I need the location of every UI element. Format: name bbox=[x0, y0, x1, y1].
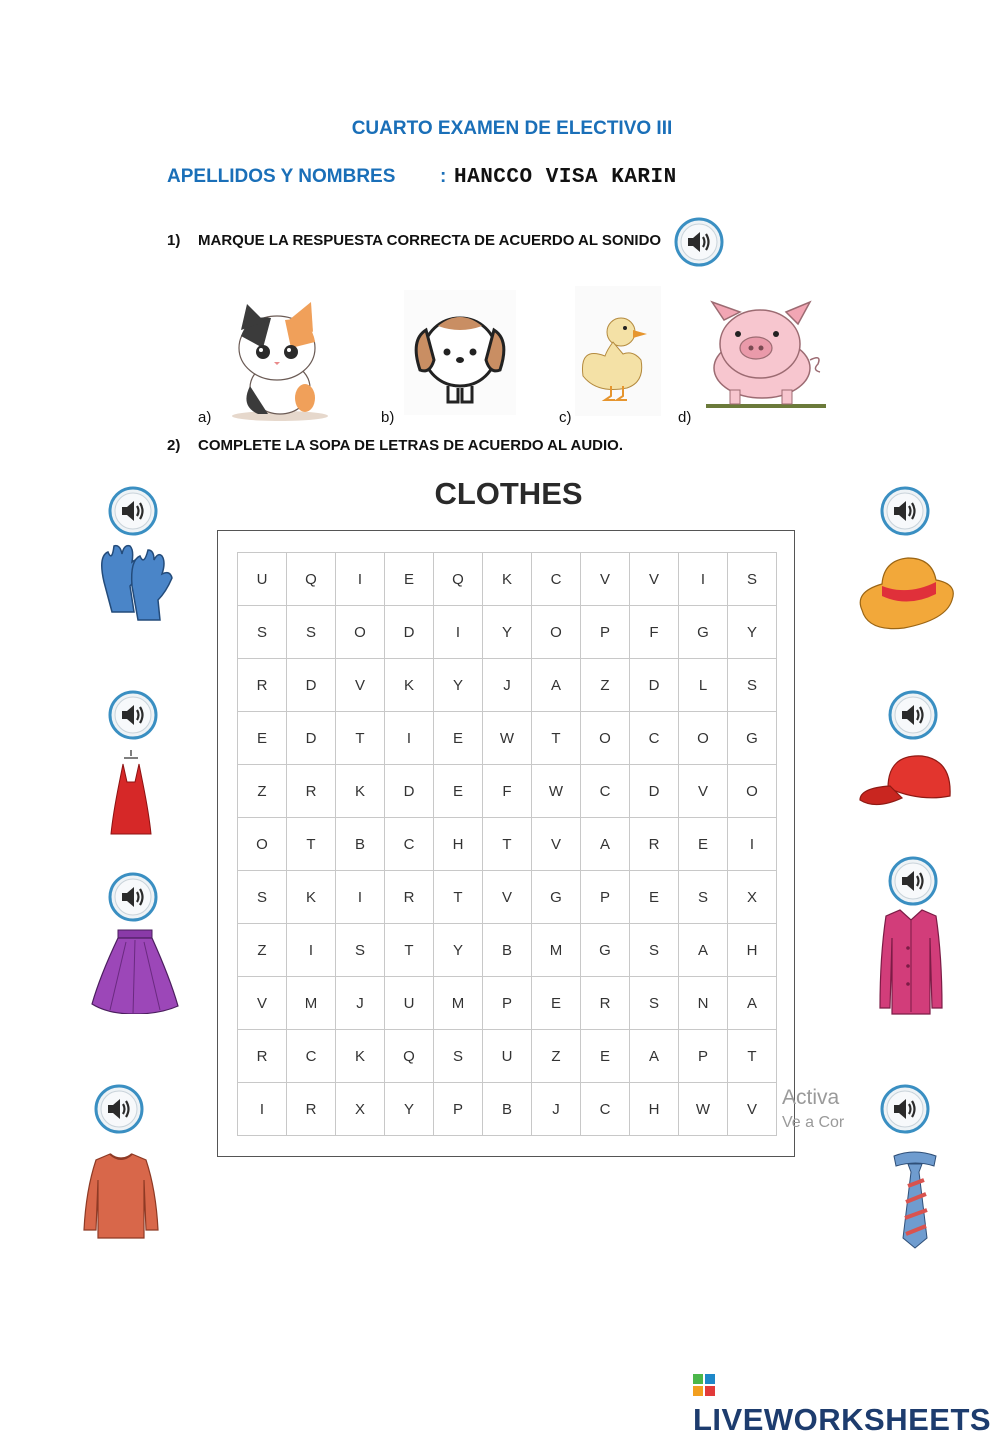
wordsearch-cell[interactable]: D bbox=[287, 659, 336, 712]
option-d-label[interactable]: d) bbox=[678, 409, 692, 426]
option-b-label[interactable]: b) bbox=[381, 409, 395, 426]
wordsearch-cell[interactable]: P bbox=[679, 1030, 728, 1083]
wordsearch-cell[interactable]: H bbox=[434, 818, 483, 871]
brand-logo[interactable] bbox=[693, 1372, 1000, 1438]
wordsearch-cell[interactable]: T bbox=[287, 818, 336, 871]
activation-watermark-line-1: Activa bbox=[782, 1086, 840, 1109]
wordsearch-cell[interactable]: H bbox=[728, 924, 777, 977]
wordsearch-cell[interactable]: M bbox=[434, 977, 483, 1030]
wordsearch-cell[interactable]: K bbox=[385, 659, 434, 712]
wordsearch-cell[interactable]: I bbox=[336, 553, 385, 606]
wordsearch-cell[interactable]: A bbox=[679, 924, 728, 977]
wordsearch-cell[interactable]: C bbox=[581, 765, 630, 818]
wordsearch-cell[interactable]: D bbox=[630, 765, 679, 818]
wordsearch-row bbox=[238, 924, 777, 977]
audio-button-cap[interactable] bbox=[888, 690, 938, 740]
question-1-text: MARQUE LA RESPUESTA CORRECTA DE ACUERDO AL SONIDO bbox=[198, 232, 662, 249]
wordsearch-cell[interactable]: H bbox=[630, 1083, 679, 1136]
wordsearch-cell[interactable]: C bbox=[385, 818, 434, 871]
name-colon: : bbox=[440, 166, 447, 187]
wordsearch-cell[interactable]: E bbox=[679, 818, 728, 871]
wordsearch-cell[interactable]: M bbox=[287, 977, 336, 1030]
wordsearch-cell[interactable]: Y bbox=[728, 606, 777, 659]
dog-icon bbox=[404, 290, 516, 415]
wordsearch-cell[interactable]: D bbox=[630, 659, 679, 712]
wordsearch-cell[interactable]: P bbox=[483, 977, 532, 1030]
wordsearch-cell[interactable]: I bbox=[728, 818, 777, 871]
wordsearch-cell[interactable]: B bbox=[336, 818, 385, 871]
wordsearch-cell[interactable]: T bbox=[336, 712, 385, 765]
wordsearch-cell[interactable]: Z bbox=[581, 659, 630, 712]
wordsearch-title: CLOTHES bbox=[434, 476, 583, 511]
wordsearch-cell[interactable]: S bbox=[287, 606, 336, 659]
wordsearch-cell[interactable]: P bbox=[581, 871, 630, 924]
wordsearch-cell[interactable]: V bbox=[728, 1083, 777, 1136]
wordsearch-cell[interactable]: T bbox=[728, 1030, 777, 1083]
wordsearch-grid bbox=[237, 552, 777, 1136]
question-1-audio-button[interactable] bbox=[674, 217, 724, 267]
question-2-number: 2) bbox=[167, 437, 181, 454]
wordsearch-cell[interactable]: F bbox=[630, 606, 679, 659]
audio-button-gloves[interactable] bbox=[108, 486, 158, 536]
wordsearch-cell[interactable]: K bbox=[336, 1030, 385, 1083]
wordsearch-cell[interactable]: I bbox=[385, 712, 434, 765]
wordsearch-cell[interactable]: O bbox=[728, 765, 777, 818]
wordsearch-cell[interactable]: C bbox=[630, 712, 679, 765]
wordsearch-cell[interactable]: Y bbox=[434, 659, 483, 712]
wordsearch-cell[interactable]: D bbox=[287, 712, 336, 765]
option-a-label[interactable]: a) bbox=[198, 409, 212, 426]
wordsearch-cell[interactable]: B bbox=[483, 1083, 532, 1136]
wordsearch-cell[interactable]: K bbox=[336, 765, 385, 818]
wordsearch-cell[interactable]: R bbox=[238, 659, 287, 712]
wordsearch-row bbox=[238, 871, 777, 924]
wordsearch-cell[interactable]: G bbox=[581, 924, 630, 977]
brand-text: LIVEWORKSHEETS bbox=[693, 1402, 992, 1437]
audio-button-skirt[interactable] bbox=[108, 872, 158, 922]
audio-button-tie[interactable] bbox=[880, 1084, 930, 1134]
wordsearch-cell[interactable]: X bbox=[336, 1083, 385, 1136]
wordsearch-cell[interactable]: I bbox=[679, 553, 728, 606]
wordsearch-cell[interactable]: O bbox=[532, 606, 581, 659]
wordsearch-cell[interactable]: R bbox=[385, 871, 434, 924]
wordsearch-cell[interactable]: E bbox=[630, 871, 679, 924]
name-label: APELLIDOS Y NOMBRES bbox=[167, 166, 396, 187]
audio-button-sun-hat[interactable] bbox=[880, 486, 930, 536]
wordsearch-cell[interactable]: J bbox=[532, 1083, 581, 1136]
wordsearch-row bbox=[238, 553, 777, 606]
wordsearch-cell[interactable]: V bbox=[532, 818, 581, 871]
wordsearch-cell[interactable]: T bbox=[532, 712, 581, 765]
wordsearch-cell[interactable]: W bbox=[483, 712, 532, 765]
wordsearch-cell[interactable]: E bbox=[532, 977, 581, 1030]
exam-title: CUARTO EXAMEN DE ELECTIVO III bbox=[351, 118, 673, 139]
dress-icon bbox=[108, 750, 154, 838]
question-1 bbox=[167, 232, 661, 249]
wordsearch-row bbox=[238, 659, 777, 712]
wordsearch-row bbox=[238, 818, 777, 871]
wordsearch-cell[interactable]: V bbox=[238, 977, 287, 1030]
wordsearch-row bbox=[238, 765, 777, 818]
wordsearch-cell[interactable]: P bbox=[581, 606, 630, 659]
wordsearch-cell[interactable]: L bbox=[679, 659, 728, 712]
wordsearch-cell[interactable]: R bbox=[630, 818, 679, 871]
gloves-icon bbox=[94, 542, 176, 622]
sun-hat-icon bbox=[856, 554, 954, 634]
wordsearch-cell[interactable]: S bbox=[238, 871, 287, 924]
wordsearch-row bbox=[238, 1083, 777, 1136]
wordsearch-cell[interactable]: K bbox=[483, 553, 532, 606]
wordsearch-cell[interactable]: G bbox=[728, 712, 777, 765]
activation-watermark-line-2: Ve a Cor bbox=[782, 1114, 845, 1131]
cap-icon bbox=[858, 752, 954, 812]
wordsearch-cell[interactable]: I bbox=[434, 606, 483, 659]
wordsearch-cell[interactable]: O bbox=[238, 818, 287, 871]
wordsearch-cell[interactable]: S bbox=[630, 924, 679, 977]
wordsearch-cell[interactable]: Y bbox=[483, 606, 532, 659]
wordsearch-cell[interactable]: V bbox=[679, 765, 728, 818]
wordsearch-cell[interactable]: E bbox=[581, 1030, 630, 1083]
wordsearch-cell[interactable]: R bbox=[581, 977, 630, 1030]
question-1-number: 1) bbox=[167, 232, 181, 249]
wordsearch-cell[interactable]: G bbox=[679, 606, 728, 659]
wordsearch-cell[interactable]: S bbox=[434, 1030, 483, 1083]
wordsearch-cell[interactable]: C bbox=[287, 1030, 336, 1083]
wordsearch-cell[interactable]: V bbox=[581, 553, 630, 606]
wordsearch-cell[interactable]: E bbox=[238, 712, 287, 765]
wordsearch-cell[interactable]: V bbox=[630, 553, 679, 606]
wordsearch-cell[interactable]: J bbox=[336, 977, 385, 1030]
sweater-icon bbox=[82, 1150, 160, 1242]
wordsearch-cell[interactable]: S bbox=[679, 871, 728, 924]
wordsearch-cell[interactable]: A bbox=[728, 977, 777, 1030]
wordsearch-cell[interactable]: S bbox=[630, 977, 679, 1030]
wordsearch-cell[interactable]: Z bbox=[532, 1030, 581, 1083]
wordsearch-cell[interactable]: O bbox=[679, 712, 728, 765]
wordsearch-cell[interactable]: I bbox=[238, 1083, 287, 1136]
wordsearch-cell[interactable]: X bbox=[728, 871, 777, 924]
question-2-text: COMPLETE LA SOPA DE LETRAS DE ACUERDO AL AUDIO. bbox=[198, 437, 624, 454]
coat-icon bbox=[878, 908, 944, 1016]
audio-button-coat[interactable] bbox=[888, 856, 938, 906]
wordsearch-cell[interactable]: R bbox=[287, 765, 336, 818]
wordsearch-cell[interactable]: R bbox=[287, 1083, 336, 1136]
wordsearch-cell[interactable]: T bbox=[385, 924, 434, 977]
cat-icon bbox=[225, 298, 335, 423]
question-2 bbox=[167, 437, 623, 454]
wordsearch-cell[interactable]: S bbox=[238, 606, 287, 659]
wordsearch-cell[interactable]: Q bbox=[434, 553, 483, 606]
wordsearch-cell[interactable]: C bbox=[532, 553, 581, 606]
wordsearch-cell[interactable]: U bbox=[385, 977, 434, 1030]
wordsearch-cell[interactable]: I bbox=[287, 924, 336, 977]
wordsearch-row bbox=[238, 606, 777, 659]
wordsearch-cell[interactable]: A bbox=[532, 659, 581, 712]
wordsearch-cell[interactable]: M bbox=[532, 924, 581, 977]
wordsearch-cell[interactable]: Q bbox=[385, 1030, 434, 1083]
wordsearch-cell[interactable]: V bbox=[483, 871, 532, 924]
wordsearch-cell[interactable]: S bbox=[728, 553, 777, 606]
wordsearch-row bbox=[238, 712, 777, 765]
wordsearch-cell[interactable]: W bbox=[679, 1083, 728, 1136]
wordsearch-cell[interactable]: Z bbox=[238, 765, 287, 818]
wordsearch-cell[interactable]: U bbox=[238, 553, 287, 606]
wordsearch-cell[interactable]: K bbox=[287, 871, 336, 924]
wordsearch-row bbox=[238, 977, 777, 1030]
wordsearch-cell[interactable]: B bbox=[483, 924, 532, 977]
wordsearch-cell[interactable]: Y bbox=[385, 1083, 434, 1136]
wordsearch-cell[interactable]: E bbox=[385, 553, 434, 606]
wordsearch-cell[interactable]: R bbox=[238, 1030, 287, 1083]
wordsearch-cell[interactable]: U bbox=[483, 1030, 532, 1083]
wordsearch-cell[interactable]: D bbox=[385, 765, 434, 818]
wordsearch-cell[interactable]: P bbox=[434, 1083, 483, 1136]
wordsearch-row bbox=[238, 1030, 777, 1083]
wordsearch-cell[interactable]: N bbox=[679, 977, 728, 1030]
wordsearch-cell[interactable]: T bbox=[483, 818, 532, 871]
option-c-label[interactable]: c) bbox=[559, 409, 572, 426]
wordsearch-cell[interactable]: A bbox=[630, 1030, 679, 1083]
wordsearch-cell[interactable]: C bbox=[581, 1083, 630, 1136]
wordsearch-cell[interactable]: F bbox=[483, 765, 532, 818]
audio-button-dress[interactable] bbox=[108, 690, 158, 740]
wordsearch-cell[interactable]: Z bbox=[238, 924, 287, 977]
skirt-icon bbox=[90, 928, 180, 1014]
wordsearch-cell[interactable]: T bbox=[434, 871, 483, 924]
wordsearch-cell[interactable]: J bbox=[483, 659, 532, 712]
wordsearch-cell[interactable]: V bbox=[336, 659, 385, 712]
pig-icon bbox=[700, 296, 832, 414]
wordsearch-cell[interactable]: S bbox=[728, 659, 777, 712]
wordsearch-cell[interactable]: O bbox=[336, 606, 385, 659]
wordsearch-cell[interactable]: E bbox=[434, 765, 483, 818]
wordsearch-cell[interactable]: W bbox=[532, 765, 581, 818]
audio-button-sweater[interactable] bbox=[94, 1084, 144, 1134]
duck-icon bbox=[575, 286, 661, 416]
tie-icon bbox=[890, 1150, 940, 1250]
wordsearch-cell[interactable]: S bbox=[336, 924, 385, 977]
wordsearch-cell[interactable]: G bbox=[532, 871, 581, 924]
wordsearch-cell[interactable]: I bbox=[336, 871, 385, 924]
wordsearch-cell[interactable]: Y bbox=[434, 924, 483, 977]
wordsearch-cell[interactable]: Q bbox=[287, 553, 336, 606]
wordsearch-cell[interactable]: O bbox=[581, 712, 630, 765]
wordsearch-cell[interactable]: E bbox=[434, 712, 483, 765]
wordsearch-cell[interactable]: D bbox=[385, 606, 434, 659]
student-name: HANCCO VISA KARIN bbox=[454, 166, 677, 189]
liveworksheets-logo-icon bbox=[693, 1372, 717, 1400]
wordsearch-cell[interactable]: A bbox=[581, 818, 630, 871]
